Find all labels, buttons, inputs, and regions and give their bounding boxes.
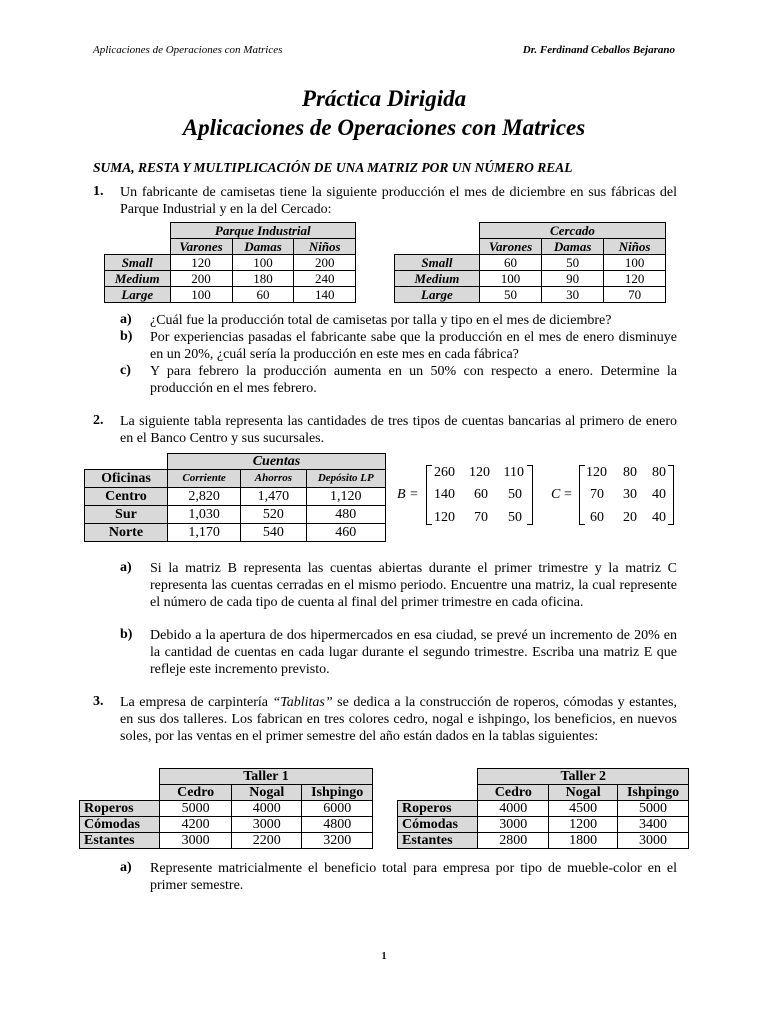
cell: 480 [306, 506, 385, 524]
matrix-cell: 140 [434, 487, 455, 502]
table-row [105, 271, 356, 287]
row-label: Roperos [80, 801, 160, 817]
col-header: Nogal [549, 785, 618, 801]
row-label: Medium [105, 271, 171, 287]
cell: 5000 [160, 801, 232, 817]
row-label: Medium [395, 271, 480, 287]
cell: 60 [479, 255, 541, 271]
matrix-right-bracket [527, 465, 533, 525]
cell: 200 [170, 271, 232, 287]
cell: 4200 [160, 817, 232, 833]
page-number: 1 [381, 951, 387, 962]
row-label: Estantes [80, 833, 160, 849]
table-row [80, 801, 373, 817]
table-row [105, 255, 356, 271]
q3-item-a-label: a) [120, 860, 132, 875]
cell: 4000 [232, 801, 302, 817]
cell: 50 [479, 287, 541, 303]
row-label: Estantes [398, 833, 478, 849]
cell: 1,470 [241, 488, 306, 506]
table-row [398, 833, 689, 849]
matrix-cell: 20 [623, 510, 637, 525]
cell: 1,120 [306, 488, 385, 506]
col-header: Varones [170, 239, 232, 255]
cell: 1,030 [167, 506, 240, 524]
table-title: Cuentas [167, 454, 385, 470]
cell: 520 [241, 506, 306, 524]
q1-item-b-text: Por experiencias pasadas el fabricante sabe que la producción en el mes de enero disminuye en un 20%, ¿cuál sería la producción en este mes en cada fábrica? [150, 330, 677, 362]
table-row [395, 255, 666, 271]
matrix-cell: 40 [652, 510, 666, 525]
cell: 1200 [549, 817, 618, 833]
q3-item-a-text: Represente matricialmente el beneficio total para empresa por tipo de mueble-color en el primer semestre. [150, 861, 677, 893]
cell: 3400 [618, 817, 689, 833]
q1-item-a-text: ¿Cuál fue la producción total de camisetas por talla y tipo en el mes de diciembre? [150, 313, 612, 328]
row-label: Large [395, 287, 480, 303]
cell: 100 [170, 287, 232, 303]
cell: 460 [306, 524, 385, 542]
table-row [398, 801, 689, 817]
page-subtitle: Aplicaciones de Operaciones con Matrices [182, 115, 586, 140]
page-title: Práctica Dirigida [301, 86, 467, 111]
matrix-right-bracket [668, 465, 674, 525]
table-cuentas [84, 453, 386, 542]
table-title: Parque Industrial [170, 223, 356, 239]
matrix-cell: 110 [503, 465, 524, 480]
matrix-b-name: B [397, 487, 406, 502]
header-left: Aplicaciones de Operaciones con Matrices [93, 44, 283, 56]
matrix-cell: 120 [586, 465, 607, 480]
q1-item-c-text: Y para febrero la producción aumenta en un 50% con respecto a enero. Determine la producción en el mes febrero. [150, 364, 677, 396]
row-label: Large [105, 287, 171, 303]
header-right: Dr. Ferdinand Ceballos Bejarano [522, 44, 675, 56]
cell: 240 [294, 271, 356, 287]
col-header: Corriente [167, 470, 240, 488]
matrix-cell: 260 [434, 465, 455, 480]
cell: 3000 [160, 833, 232, 849]
cell: 30 [542, 287, 604, 303]
q3-text-after: se dedica a la construcción de roperos, cómodas y estantes, en sus dos talleres. Los fabrican en tres colores cedro, nogal e ishpingo, los beneficios, en nuevos soles, por las ventas en el primer semestre del año están dados en la tablas siguientes: [120, 695, 677, 744]
cell: 100 [479, 271, 541, 287]
cell: 2200 [232, 833, 302, 849]
q1-item-b-label: b) [120, 329, 133, 344]
cell: 50 [542, 255, 604, 271]
question-1-text: Un fabricante de camisetas tiene la siguiente producción el mes de diciembre en sus fábricas del Parque Industrial y en la del Cercado: [120, 185, 677, 217]
matrix-b-equals: = [410, 487, 418, 502]
cell: 1,170 [167, 524, 240, 542]
matrix-c-name: C [551, 487, 561, 502]
cell: 540 [241, 524, 306, 542]
question-3-number: 3. [93, 694, 104, 709]
cell: 5000 [618, 801, 689, 817]
table-parque-industrial [104, 222, 356, 303]
cell: 90 [542, 271, 604, 287]
cell: 4500 [549, 801, 618, 817]
row-label: Centro [85, 488, 168, 506]
cell: 100 [604, 255, 666, 271]
cell: 140 [294, 287, 356, 303]
q1-item-a-label: a) [120, 312, 132, 327]
cell: 180 [232, 271, 294, 287]
section-heading: SUMA, RESTA Y MULTIPLICACIÓN DE UNA MATRIZ POR UN NÚMERO REAL [93, 160, 573, 175]
matrix-cell: 60 [474, 487, 488, 502]
col-header: Damas [232, 239, 294, 255]
matrix-cell: 80 [652, 465, 666, 480]
cell: 4000 [478, 801, 549, 817]
cell: 120 [170, 255, 232, 271]
table-title: Taller 1 [160, 769, 373, 785]
table-row [85, 506, 386, 524]
table-row [85, 524, 386, 542]
matrix-c-equals: = [564, 487, 572, 502]
cell: 4800 [302, 817, 373, 833]
cell: 1800 [549, 833, 618, 849]
cell: 3000 [232, 817, 302, 833]
row-label: Norte [85, 524, 168, 542]
row-label: Small [105, 255, 171, 271]
table-row [80, 817, 373, 833]
table-title: Cercado [479, 223, 665, 239]
row-label: Sur [85, 506, 168, 524]
row-label: Small [395, 255, 480, 271]
row-label: Cómodas [398, 817, 478, 833]
cell: 2800 [478, 833, 549, 849]
question-2-number: 2. [93, 413, 104, 428]
q2-item-b-text: Debido a la apertura de dos hipermercados en esa ciudad, se prevé un incremento de 20% en la cantidad de cuentas en cada lugar durante el segundo trimestre. Escriba una matriz E que refleje este incremento previsto. [150, 628, 677, 677]
row-label: Roperos [398, 801, 478, 817]
question-2-text: La siguiente tabla representa las cantidades de tres tipos de cuentas bancarias al primero de enero en el Banco Centro y sus sucursales. [120, 414, 677, 446]
table-row [395, 287, 666, 303]
q2-item-a-label: a) [120, 560, 132, 575]
q3-company: “Tablitas” [272, 695, 333, 710]
matrix-cell: 50 [508, 510, 522, 525]
matrix-cell: 30 [623, 487, 637, 502]
matrix-cell: 70 [590, 487, 604, 502]
cell: 3200 [302, 833, 373, 849]
cell: 6000 [302, 801, 373, 817]
matrix-cell: 70 [474, 510, 488, 525]
matrix-cell: 120 [434, 510, 455, 525]
cell: 3000 [618, 833, 689, 849]
table-taller-1 [79, 768, 373, 849]
col-header: Niños [604, 239, 666, 255]
cell: 120 [604, 271, 666, 287]
q1-item-c-label: c) [120, 363, 131, 378]
table-row [398, 817, 689, 833]
corner-header: Oficinas [85, 470, 168, 488]
col-header: Ahorros [241, 470, 306, 488]
q3-text-before: La empresa de carpintería [120, 695, 273, 710]
table-title: Taller 2 [478, 769, 689, 785]
matrix-cell: 40 [652, 487, 666, 502]
cell: 100 [232, 255, 294, 271]
question-3-text [120, 694, 677, 745]
matrix-cell: 120 [469, 465, 490, 480]
col-header: Nogal [232, 785, 302, 801]
table-cercado [394, 222, 666, 303]
matrix-cell: 60 [590, 510, 604, 525]
table-row [80, 833, 373, 849]
col-header: Depósito LP [306, 470, 385, 488]
table-row [395, 271, 666, 287]
table-row [85, 488, 386, 506]
cell: 2,820 [167, 488, 240, 506]
matrix-cell: 80 [623, 465, 637, 480]
table-row [105, 287, 356, 303]
col-header: Ishpingo [618, 785, 689, 801]
cell: 200 [294, 255, 356, 271]
cell: 3000 [478, 817, 549, 833]
row-label: Cómodas [80, 817, 160, 833]
q2-item-a-text: Si la matriz B representa las cuentas abiertas durante el primer trimestre y la matriz C representa las cuentas cerradas en el mismo periodo. Encuentre una matriz, la cual represente el número de cada tipo de cuenta al final del primer trimestre en cada oficina. [150, 561, 677, 610]
col-header: Varones [479, 239, 541, 255]
table-taller-2 [397, 768, 689, 849]
matrix-cell: 50 [508, 487, 522, 502]
col-header: Damas [542, 239, 604, 255]
col-header: Cedro [478, 785, 549, 801]
col-header: Niños [294, 239, 356, 255]
col-header: Ishpingo [302, 785, 373, 801]
question-1-number: 1. [93, 184, 104, 199]
col-header: Cedro [160, 785, 232, 801]
q2-item-b-label: b) [120, 627, 133, 642]
cell: 70 [604, 287, 666, 303]
cell: 60 [232, 287, 294, 303]
